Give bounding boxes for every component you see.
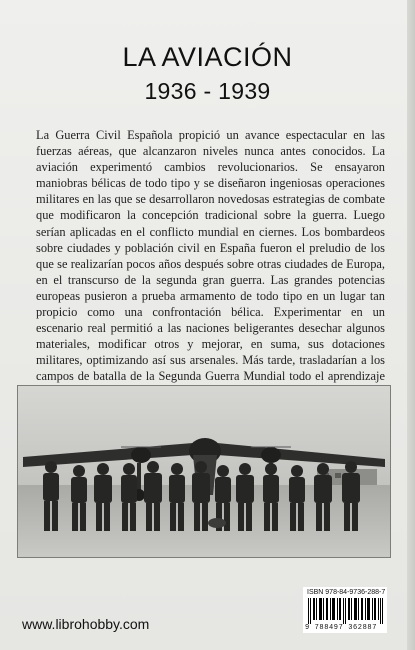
barcode: [303, 587, 387, 633]
barcode-bars: [306, 598, 386, 624]
publisher-website[interactable]: www.librohobby.com: [22, 616, 150, 632]
book-title: LA AVIACIÓN: [122, 42, 293, 72]
aircraft-crew-photo: [17, 385, 391, 558]
historical-photo: [17, 385, 391, 558]
isbn-label: ISBN 978-84-9736-288-7: [307, 589, 386, 596]
barcode-digits: 9 788497 362887: [305, 624, 378, 632]
book-years: 1936 - 1939: [144, 78, 271, 104]
blurb-text: La Guerra Civil Española propició un avance espectacular en las fuerzas aéreas, que alcanzaron niveles nunca antes conocidos. La aviación experimentó cambios revolucionarios. Se ensayaron maniobras bélicas de todo tipo y se diseñaron ingeniosas operaciones militares en las que se desarrollaron novedosas estrategias de combate que modificaron la concepción tradicional sobre la guerra. Luego serían aplicadas en el conflicto mundial en ciernes. Los bombardeos sobre ciudades y población civil en España fueron el preludio de los que se realizarían pocos años después sobre otras ciudades de Europa, en el transcurso de la segunda gran guerra. Las grandes potencias europeas pusieron a prueba armamento de todo tipo en un lugar tan propicio como una confrontación bélica. Experimentar en un escenario real permitió a las naciones beligerantes desechar algunos materiales, modificar otros y mejorar, en suma, sus dotaciones militares, optimizando así sus arsenales. Más tarde, trasladarían a los campos de batalla de la Segunda Guerra Mundial todo el aprendizaje: [36, 128, 385, 384]
